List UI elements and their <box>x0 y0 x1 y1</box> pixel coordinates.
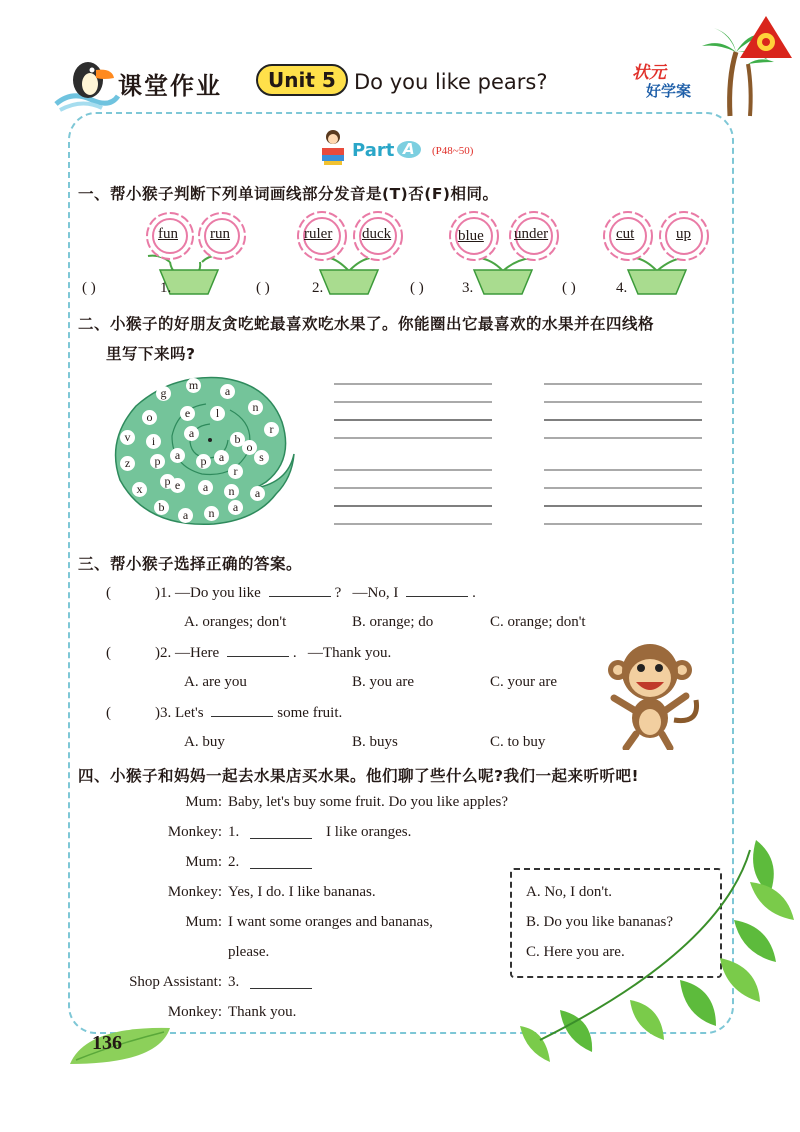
flower-group-3 <box>392 210 562 302</box>
header <box>0 0 800 112</box>
option-b[interactable]: B. orange; do <box>352 614 434 630</box>
letter-cell: n <box>204 506 219 521</box>
part-heading <box>318 128 518 168</box>
letter-cell: x <box>132 482 147 497</box>
letter-cell: m <box>186 378 201 393</box>
dialogue-text: Thank you. <box>228 1004 297 1020</box>
dialogue-text: Yes, I do. I like bananas. <box>228 884 376 900</box>
speaker-label: Monkey: <box>167 1004 222 1020</box>
word-up: up <box>676 226 691 242</box>
section2-instruction-line2: 里写下来吗? <box>106 345 196 363</box>
word-blue: blue <box>458 228 484 244</box>
flower-group-1 <box>78 210 248 302</box>
section3-instruction: 三、帮小猴子选择正确的答案。 <box>78 555 303 573</box>
question-number: )1. <box>155 585 172 601</box>
question-number: 2. <box>312 280 324 296</box>
speaker-label: Shop Assistant: <box>129 974 222 990</box>
letter-cell: p <box>160 474 175 489</box>
answer-blank[interactable] <box>250 856 312 869</box>
question-number: 3. <box>462 280 474 296</box>
answer-blank[interactable] <box>250 826 312 839</box>
answer-blank[interactable] <box>250 976 312 989</box>
letter-cell: a <box>250 486 265 501</box>
letter-cell: n <box>224 484 239 499</box>
letter-cell: g <box>156 386 171 401</box>
speaker-label: Mum: <box>185 794 222 810</box>
section2-instruction-line1: 二、小猴子的好朋友贪吃蛇最喜欢吃水果了。你能圈出它最喜欢的水果并在四线格 <box>78 315 655 333</box>
speaker-label: Mum: <box>185 914 222 930</box>
option-c[interactable]: C. Here you are. <box>526 944 625 960</box>
letter-cell: a <box>170 448 185 463</box>
letter-cell: p <box>150 454 165 469</box>
answer-paren[interactable]: ( <box>106 585 111 601</box>
letter-cell: b <box>230 432 245 447</box>
letter-cell: a <box>220 384 235 399</box>
letter-cell: a <box>228 500 243 515</box>
stem-part: —No, I <box>352 585 399 601</box>
letter-cell: a <box>178 508 193 523</box>
four-line-grid-left[interactable] <box>334 378 492 528</box>
mc-question-3 <box>106 704 342 722</box>
letter-cell: b <box>154 500 169 515</box>
letter-cell: o <box>142 410 157 425</box>
spiral-letters <box>106 370 306 530</box>
letter-cell: z <box>120 456 135 471</box>
speaker-label: Monkey: <box>167 884 222 900</box>
speaker-label: Monkey: <box>167 824 222 840</box>
option-a[interactable]: A. oranges; don't <box>184 614 287 630</box>
answer-blank[interactable] <box>269 584 331 597</box>
page-title: Do you like pears? <box>354 70 548 94</box>
stem-part: —Do you like <box>175 585 261 601</box>
letter-cell: s <box>254 450 269 465</box>
stem-part: some fruit. <box>277 705 343 721</box>
letter-cell: a <box>198 480 213 495</box>
answer-paren[interactable]: ( ) <box>410 280 424 296</box>
letter-cell: r <box>264 422 279 437</box>
word-cut: cut <box>616 226 635 242</box>
dialogue-text: please. <box>228 944 270 960</box>
header-category: 课堂作业 <box>118 72 222 100</box>
mc-question-1 <box>106 584 476 602</box>
section4-instruction: 四、小猴子和妈妈一起去水果店买水果。他们聊了些什么呢?我们一起来听听吧! <box>78 767 640 785</box>
corner-badge-icon <box>738 14 794 60</box>
stem-part: Let's <box>175 705 204 721</box>
option-a[interactable]: A. buy <box>184 734 225 750</box>
letter-cell: l <box>210 406 225 421</box>
page-number: 136 <box>92 1032 122 1054</box>
letter-cell: a <box>184 426 199 441</box>
option-a[interactable]: A. No, I don't. <box>526 884 613 900</box>
brand-line2: 好学案 <box>646 82 692 100</box>
letter-cell: e <box>180 406 195 421</box>
answer-paren[interactable]: ( ) <box>562 280 576 296</box>
part-label: Part <box>352 140 395 161</box>
letter-cell: v <box>120 430 135 445</box>
letter-cell: e <box>170 478 185 493</box>
word-fun: fun <box>158 226 178 242</box>
snake-letter-spiral[interactable] <box>106 370 306 530</box>
stem-part: —Thank you. <box>307 645 392 661</box>
option-b[interactable]: B. buys <box>352 734 398 750</box>
stem-part: —Here <box>175 645 220 661</box>
letter-cell: r <box>228 464 243 479</box>
answer-paren[interactable]: ( ) <box>256 280 270 296</box>
stem-part: . <box>472 585 476 601</box>
letter-cell: p <box>196 454 211 469</box>
answer-blank[interactable] <box>227 644 289 657</box>
option-b[interactable]: B. Do you like bananas? <box>526 914 674 930</box>
section1-instruction: 一、帮小猴子判断下列单词画线部分发音是(T)否(F)相同。 <box>78 185 499 203</box>
word-under: under <box>514 226 549 242</box>
flower-group-4 <box>546 210 716 302</box>
speaker-label: Mum: <box>185 854 222 870</box>
blank-number: 1. <box>228 824 240 840</box>
mc-question-2 <box>106 644 391 662</box>
option-c[interactable]: C. to buy <box>490 734 546 750</box>
letter-cell: i <box>146 434 161 449</box>
four-line-grid-right[interactable] <box>544 378 702 528</box>
option-a[interactable]: A. are you <box>184 674 247 690</box>
answer-paren[interactable]: ( ) <box>82 280 96 296</box>
answer-blank[interactable] <box>406 584 468 597</box>
part-pages: (P48~50) <box>432 145 474 157</box>
mascot-bird-icon <box>52 50 122 112</box>
blank-number: 2. <box>228 854 240 870</box>
option-b[interactable]: B. you are <box>352 674 415 690</box>
letter-cell: o <box>242 440 257 455</box>
answer-paren[interactable]: ( <box>106 705 111 721</box>
student-reading-icon <box>318 128 348 166</box>
flower-group-2 <box>238 210 408 302</box>
answer-paren[interactable]: ( <box>106 645 111 661</box>
monkey-icon <box>604 640 704 750</box>
stem-part: ? <box>334 585 342 601</box>
question-number: 1. <box>160 280 172 296</box>
blank-number: 3. <box>228 974 240 990</box>
dialogue-text: Baby, let's buy some fruit. Do you like apples? <box>228 794 509 810</box>
stem-part: . <box>292 645 297 661</box>
unit-badge: Unit 5 <box>256 64 348 96</box>
word-run: run <box>210 226 230 242</box>
leaves-decoration-icon <box>520 830 800 1070</box>
question-number: )2. <box>155 645 172 661</box>
dialogue-text: I like oranges. <box>326 824 412 840</box>
answer-blank[interactable] <box>211 704 273 717</box>
question-number: )3. <box>155 705 172 721</box>
word-ruler: ruler <box>304 226 333 242</box>
part-letter: A <box>403 140 415 158</box>
dialogue-text: I want some oranges and bananas, <box>228 914 433 930</box>
letter-cell: a <box>214 450 229 465</box>
option-c[interactable]: C. orange; don't <box>490 614 586 630</box>
word-duck: duck <box>362 226 392 242</box>
brand-line1: 状元 <box>632 63 666 83</box>
option-c[interactable]: C. your are <box>490 674 558 690</box>
letter-cell: n <box>248 400 263 415</box>
question-number: 4. <box>616 280 628 296</box>
